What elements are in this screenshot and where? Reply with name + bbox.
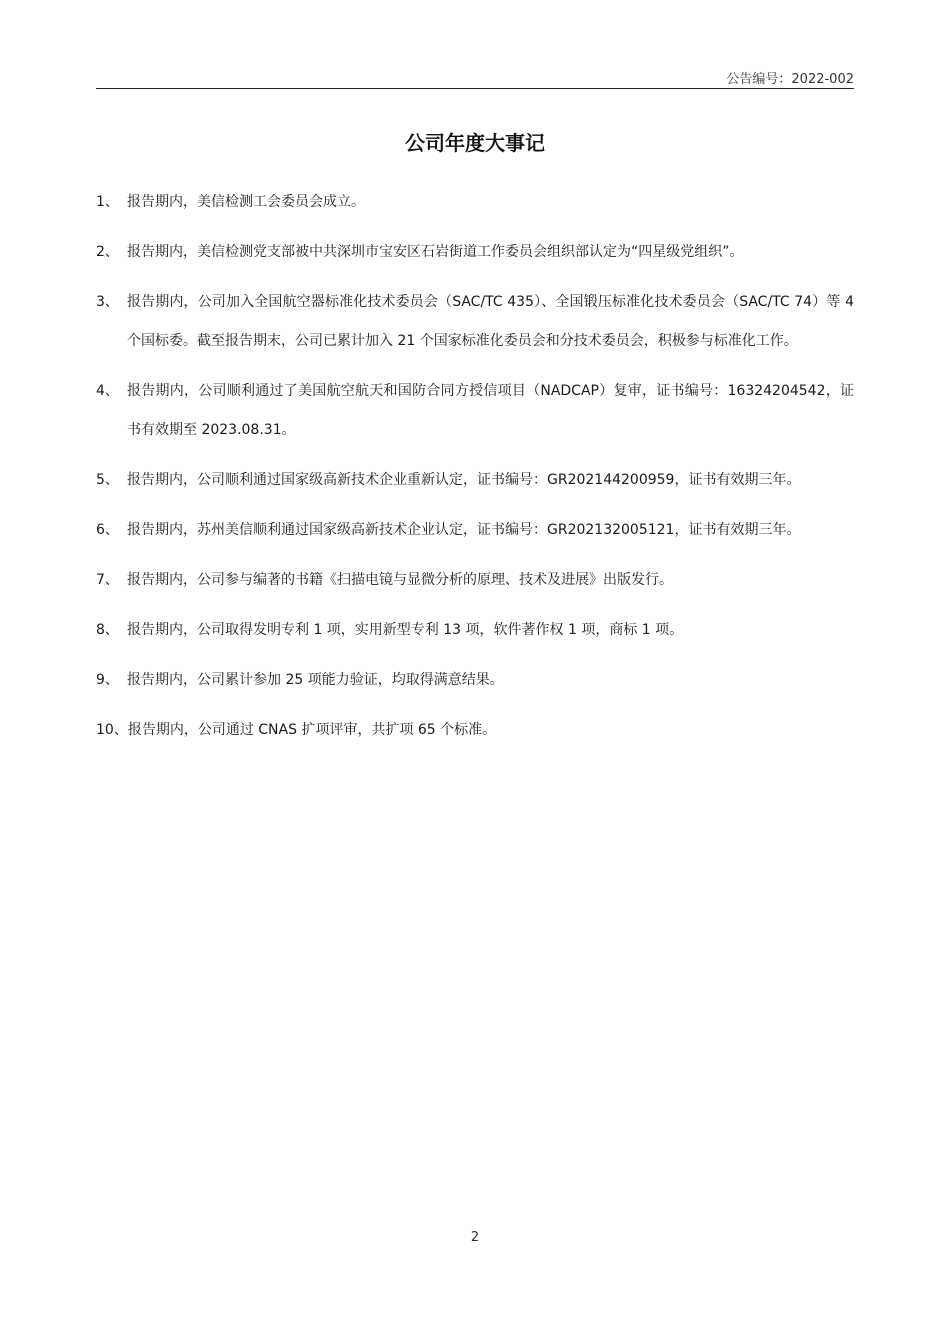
page-header: [96, 64, 854, 89]
list-item: [96, 372, 854, 450]
list-item-text: 报告期内，公司顺利通过了美国航空航天和国防合同方授信项目（NADCAP）复审，证书编号：16324204542，证书有效期至 2023.08.31。: [127, 383, 854, 438]
list-item: [96, 233, 854, 272]
list-item: [96, 461, 854, 500]
list-item: [96, 661, 854, 700]
list-item-number: 10、: [96, 722, 128, 738]
list-item: [96, 183, 854, 222]
list-item-number: 7、: [96, 572, 119, 588]
list-item-text: 报告期内，美信检测党支部被中共深圳市宝安区石岩街道工作委员会组织部认定为“四星级党组织”。: [127, 244, 744, 260]
page-title: 公司年度大事记: [405, 131, 545, 155]
list-item-text: 报告期内，公司累计参加 25 项能力验证，均取得满意结果。: [127, 672, 504, 688]
announcement-number: 公告编号：2022-002: [726, 72, 854, 87]
list-item-number: 8、: [96, 622, 119, 638]
list-item: [96, 561, 854, 600]
list-item-text: 报告期内，公司顺利通过国家级高新技术企业重新认定，证书编号：GR202144200959，证书有效期三年。: [127, 472, 801, 488]
list-item-number: 6、: [96, 522, 119, 538]
list-item: [96, 711, 854, 750]
list-item-text: 报告期内，公司通过 CNAS 扩项评审，共扩项 65 个标准。: [127, 722, 497, 738]
list-item-number: 4、: [96, 383, 119, 399]
list-item-text: 报告期内，公司参与编著的书籍《扫描电镜与显微分析的原理、技术及进展》出版发行。: [127, 572, 673, 588]
list-item-number: 9、: [96, 672, 119, 688]
list-item-text: 报告期内，苏州美信顺利通过国家级高新技术企业认定，证书编号：GR202132005121，证书有效期三年。: [127, 522, 801, 538]
list-item: [96, 511, 854, 550]
list-item-number: 3、: [96, 294, 119, 310]
page-number: 2: [470, 1230, 480, 1245]
list-item: [96, 611, 854, 650]
list-item-text: 报告期内，公司加入全国航空器标准化技术委员会（SAC/TC 435）、全国锻压标准化技术委员会（SAC/TC 74）等 4 个国标委。截至报告期末，公司已累计加入 21 个国家标准化委员会和分技术委员会，积极参与标准化工作。: [127, 294, 854, 349]
list-item-text: 报告期内，公司取得发明专利 1 项，实用新型专利 13 项，软件著作权 1 项，商标 1 项。: [127, 622, 684, 638]
list-item: [96, 283, 854, 361]
list-item-number: 1、: [96, 194, 119, 210]
list-item-number: 5、: [96, 472, 119, 488]
events-list: [96, 183, 854, 761]
list-item-text: 报告期内，美信检测工会委员会成立。: [127, 194, 365, 210]
list-item-number: 2、: [96, 244, 119, 260]
